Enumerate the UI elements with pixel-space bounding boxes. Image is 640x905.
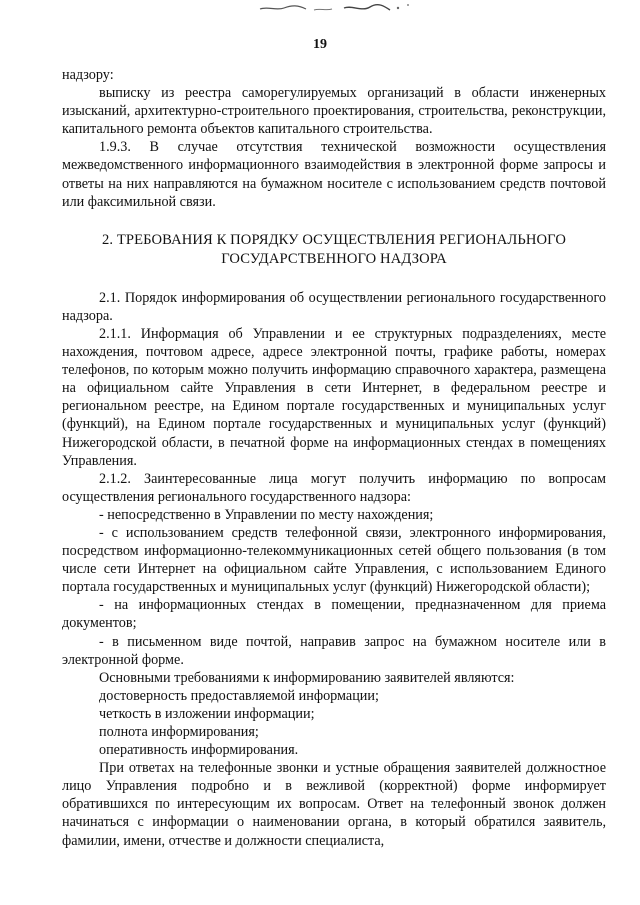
scan-artifact-mark	[258, 2, 418, 16]
section-heading: 2. ТРЕБОВАНИЯ К ПОРЯДКУ ОСУЩЕСТВЛЕНИЯ РЕГИОНАЛЬНОГО ГОСУДАРСТВЕННОГО НАДЗОРА	[102, 231, 566, 267]
paragraph: четкость в изложении информации;	[99, 705, 315, 722]
paragraph: - с использованием средств телефонной связи, электронного информирования, посредством информационно-телекоммуникационных сетей общего пользования (в том числе сети Интернет на официальном сайте Управления, с использованием Единого портала государственных и муниципальных услуг (функций) Нижегородской области);	[62, 524, 606, 596]
document-body	[62, 66, 606, 850]
paragraph: 1.9.3. В случае отсутствия технической возможности осуществления межведомственного информационного взаимодействия в электронной форме запросы и ответы на них направляются на бумажном носителе с использованием средств почтовой или факсимильной связи.	[62, 139, 606, 210]
paragraph: надзору:	[62, 67, 114, 83]
intro-paragraphs	[62, 66, 606, 211]
paragraph: выписку из реестра саморегулируемых организаций в области инженерных изысканий, архитектурно-строительного проектирования, строительства, реконструкции, капитального ремонта объектов капитального строительства.	[62, 85, 606, 138]
paragraph: 2.1.2. Заинтересованные лица могут получить информацию по вопросам осуществления регионального государственного надзора:	[62, 470, 606, 505]
paragraph: Основными требованиями к информированию заявителей являются:	[99, 669, 515, 686]
paragraph: 2.1.1. Информация об Управлении и ее структурных подразделениях, месте нахождения, почтовом адресе, адресе электронной почты, графике работы, номерах телефонов, по которым можно получить информацию справочного характера, размещена на официальном сайте Управления в сети Интернет, в федеральном реестре и региональном реестре, на Едином портале государственных и муниципальных услуг (функций), на Едином портале государственных и муниципальных услуг (функций) Нижегородской области, в печатной форме на информационных стендах в помещениях Управления.	[62, 325, 606, 469]
page-number: 19	[313, 37, 327, 52]
paragraph: При ответах на телефонные звонки и устные обращения заявителей должностное лицо Управления подробно и в вежливой (корректной) форме информирует обратившихся по интересующим их вопросам. Ответ на телефонный звонок должен начинаться с информации о наименовании органа, в который обратился заявитель, фамилии, имени, отчестве и должности специалиста,	[62, 760, 606, 849]
paragraph: 2.1. Порядок информирования об осуществлении регионального государственного надзора.	[62, 289, 606, 324]
paragraph: - непосредственно в Управлении по месту нахождения;	[99, 506, 434, 523]
section-paragraphs	[62, 289, 606, 850]
paragraph: - на информационных стендах в помещении, предназначенном для приема документов;	[62, 597, 606, 632]
paragraph: - в письменном виде почтой, направив запрос на бумажном носителе или в электронной форме.	[62, 633, 606, 668]
paragraph: достоверность предоставляемой информации;	[99, 687, 379, 704]
paragraph: оперативность информирования.	[99, 742, 299, 759]
paragraph: полнота информирования;	[99, 724, 259, 740]
